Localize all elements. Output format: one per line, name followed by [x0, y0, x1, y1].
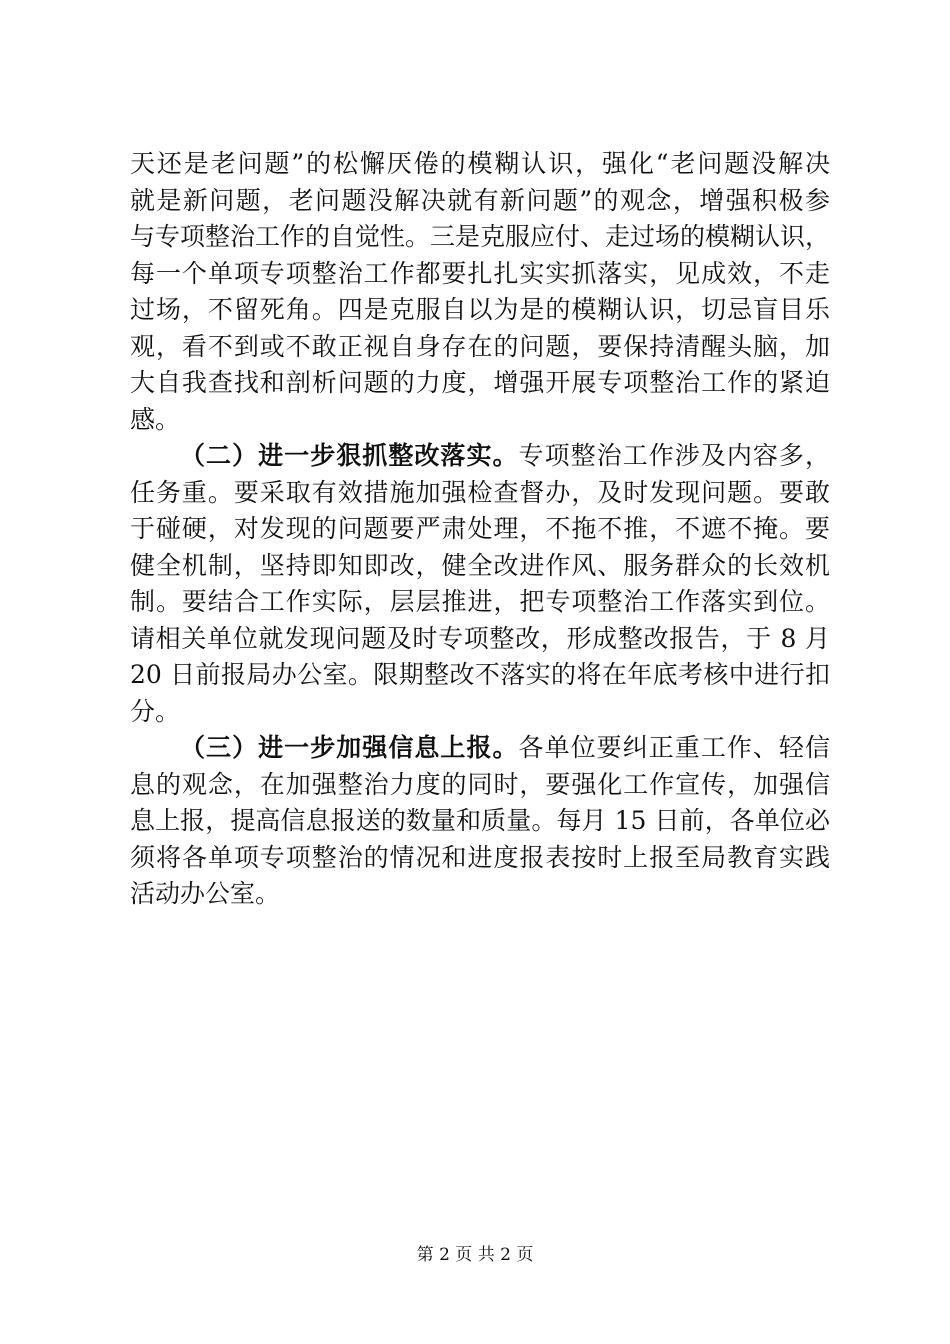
- text-line: 息上报，提高信息报送的数量和质量。每月 15 日前，各单位必: [130, 806, 830, 835]
- text-line: 活动办公室。: [130, 879, 281, 908]
- text-line: 分。: [130, 696, 181, 726]
- section-heading: （二）进一步狠抓整改落实。: [180, 441, 519, 470]
- text-line: 观，看不到或不敢正视自身存在的问题，要保持清醒头脑，加: [130, 331, 830, 361]
- text-line: 健全机制，坚持即知即改，健全改进作风、服务群众的长效机: [130, 550, 830, 580]
- text-line: 感。: [130, 404, 181, 434]
- paragraph-3: [130, 730, 830, 913]
- text-line: 制。要结合工作实际，层层推进，把专项整治工作落实到位。: [130, 587, 830, 616]
- text-line: 须将各单项专项整治的情况和进度报表按时上报至局教育实践: [130, 842, 830, 872]
- text-line: 与专项整治工作的自觉性。三是克服应付、走过场的模糊认识，: [130, 222, 831, 251]
- text-line-first: [130, 730, 830, 767]
- text-line-rest: 各单位要纠正重工作、轻信: [518, 733, 830, 762]
- text-line: 大自我查找和剖析问题的力度，增强开展专项整治工作的紧迫: [130, 368, 830, 397]
- text-line: 请相关单位就发现问题及时专项整改，形成整改报告，于 8 月: [130, 623, 830, 653]
- text-line: 于碰硬，对发现的问题要严肃处理，不拖不推，不遮不掩。要: [130, 514, 830, 543]
- text-line: 每一个单项专项整治工作都要扎扎实实抓落实，见成效，不走: [130, 258, 830, 288]
- paragraph-2: [130, 438, 830, 730]
- text-line: 就是新问题，老问题没解决就有新问题”的观念，增强积极参: [130, 185, 830, 215]
- document-body: [130, 146, 830, 913]
- text-line: 天还是老问题”的松懈厌倦的模糊认识，强化“老问题没解决: [130, 149, 830, 178]
- text-line: 任务重。要采取有效措施加强检查督办，及时发现问题。要敢: [130, 477, 830, 507]
- page-footer: 第 2 页 共 2 页: [416, 1245, 534, 1265]
- text-line: 20 日前报局办公室。限期整改不落实的将在年底考核中进行扣: [130, 660, 830, 689]
- paragraph-1: [130, 146, 830, 438]
- text-line: 息的观念，在加强整治力度的同时，要强化工作宣传，加强信: [130, 769, 830, 799]
- text-line: 过场，不留死角。四是克服自以为是的模糊认识，切忌盲目乐: [130, 295, 830, 324]
- text-line-rest: 专项整治工作涉及内容多，: [518, 441, 830, 470]
- section-heading: （三）进一步加强信息上报。: [180, 733, 519, 762]
- text-line-first: [130, 438, 830, 475]
